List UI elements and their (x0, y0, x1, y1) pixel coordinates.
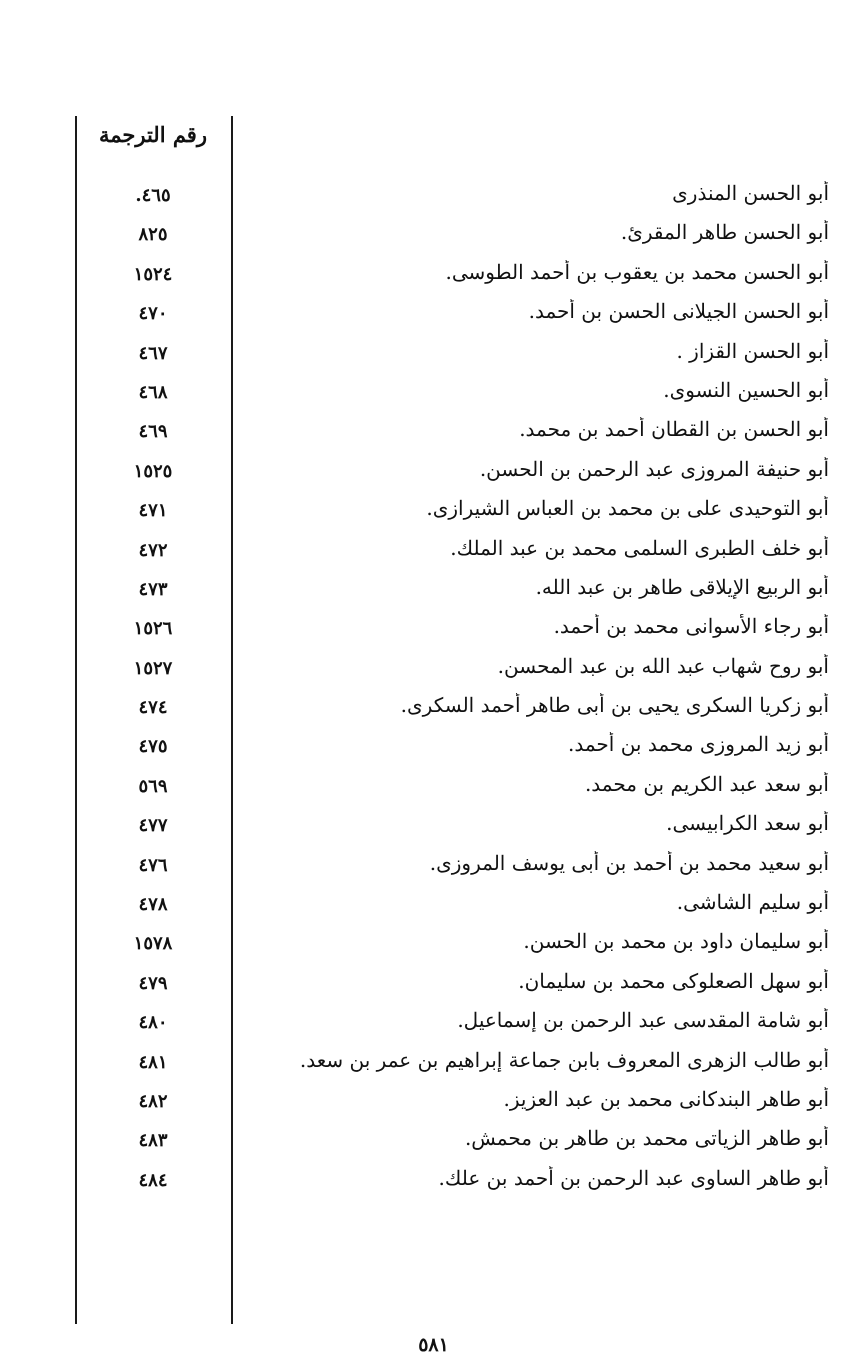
entry-number: ٤٧٣ (138, 578, 168, 600)
entry-number: ٤٧١ (138, 500, 168, 522)
index-row (0, 811, 867, 850)
entry-number: ١٥٢٤ (133, 263, 173, 285)
index-row (0, 929, 867, 968)
index-row (0, 260, 867, 299)
entry-name: أبو الحسن طاهر المقرئ. (620, 220, 829, 245)
index-row (0, 417, 867, 456)
index-row (0, 575, 867, 614)
entry-number: ٤٧٤ (138, 697, 168, 719)
entry-name: أبو طاهر الزياتى محمد بن طاهر بن محمش. (464, 1126, 829, 1151)
index-row (0, 339, 867, 378)
entry-number: ٥٦٩ (138, 775, 168, 797)
index-row (0, 378, 867, 417)
index-row (0, 693, 867, 732)
entry-name: أبو حنيفة المروزى عبد الرحمن بن الحسن. (479, 456, 829, 481)
entry-number: ١٥٢٦ (133, 618, 173, 640)
entry-number: ٤٦٧ (138, 342, 168, 364)
entry-number: ٤٧٢ (138, 539, 168, 561)
entry-number: ٤٨٢ (138, 1090, 168, 1112)
entry-name: أبو سعد الكرابيسى. (666, 811, 829, 836)
entry-name: أبو طاهر البندكانى محمد بن عبد العزيز. (503, 1086, 829, 1111)
entry-name: أبو الحسن بن القطان أحمد بن محمد. (519, 417, 829, 442)
entry-number: ٤٧٠ (138, 303, 168, 325)
entry-number: ٤٦٥. (135, 185, 171, 206)
entry-number: ٤٦٨ (138, 381, 168, 403)
entry-name: أبو سعد عبد الكريم بن محمد. (584, 771, 829, 796)
entry-number: ٤٨٤ (138, 1169, 168, 1191)
entry-name: أبو الحسن القزاز . (676, 338, 829, 363)
index-row (0, 457, 867, 496)
entry-number: ٤٧٥ (138, 736, 168, 758)
entry-name: أبو رجاء الأسوانى محمد بن أحمد. (553, 614, 829, 639)
index-row (0, 1126, 867, 1165)
entry-name: أبو زيد المروزى محمد بن أحمد. (568, 732, 829, 757)
index-row (0, 732, 867, 771)
entry-name: أبو الحسن الجيلانى الحسن بن أحمد. (528, 299, 829, 324)
entry-number: ٤٨٣ (138, 1130, 168, 1152)
index-row (0, 299, 867, 338)
entry-number: ٤٦٩ (138, 421, 168, 443)
entry-number: ١٥٧٨ (133, 933, 173, 955)
entry-name: أبو خلف الطبرى السلمى محمد بن عبد الملك. (450, 535, 829, 560)
index-row (0, 181, 867, 220)
index-row (0, 536, 867, 575)
index-row (0, 1087, 867, 1126)
entry-number: ١٥٢٥ (133, 460, 173, 482)
entry-number: ١٥٢٧ (133, 657, 173, 679)
entry-number: ٤٧٧ (138, 815, 168, 837)
index-row (0, 220, 867, 259)
entry-number: ٤٧٩ (138, 972, 168, 994)
index-row (0, 890, 867, 929)
index-entries (0, 181, 867, 1205)
entry-name: أبو سليم الشاشى. (676, 890, 829, 915)
index-row (0, 851, 867, 890)
index-row (0, 1048, 867, 1087)
page-number: ٥٨١ (418, 1334, 449, 1356)
index-row (0, 614, 867, 653)
index-row (0, 1008, 867, 1047)
index-row (0, 496, 867, 535)
entry-name: أبو التوحيدى على بن محمد بن العباس الشيرازى. (426, 496, 829, 521)
entry-name: أبو طاهر الساوى عبد الرحمن بن أحمد بن علك. (438, 1165, 829, 1190)
index-row (0, 969, 867, 1008)
entry-number: ٤٧٨ (138, 894, 168, 916)
entry-name: أبو طالب الزهرى المعروف بابن جماعة إبراهيم بن عمر بن سعد. (299, 1047, 829, 1072)
entry-name: أبو سليمان داود بن محمد بن الحسن. (523, 929, 829, 954)
entry-name: أبو الحسن المنذرى (672, 181, 829, 205)
index-row (0, 654, 867, 693)
entry-name: أبو الحسين النسوى. (663, 377, 829, 402)
entry-name: أبو الحسن محمد بن يعقوب بن أحمد الطوسى. (445, 259, 829, 284)
index-row (0, 772, 867, 811)
column-header: رقم الترجمة (98, 122, 207, 147)
index-row (0, 1166, 867, 1205)
entry-name: أبو سعيد محمد بن أحمد بن أبى يوسف المروزى. (429, 850, 829, 875)
entry-name: أبو زكريا السكرى يحيى بن أبى طاهر أحمد السكرى. (400, 693, 829, 718)
entry-number: ٤٨١ (138, 1051, 168, 1073)
entry-name: أبو سهل الصعلوكى محمد بن سليمان. (518, 968, 829, 993)
entry-number: ٤٧٦ (138, 854, 168, 876)
entry-name: أبو الربيع الإيلاقى طاهر بن عبد الله. (535, 574, 829, 599)
entry-number: ٨٢٥ (138, 224, 168, 246)
entry-name: أبو روح شهاب عبد الله بن عبد المحسن. (497, 653, 829, 678)
entry-name: أبو شامة المقدسى عبد الرحمن بن إسماعيل. (457, 1008, 829, 1033)
entry-number: ٤٨٠ (138, 1012, 168, 1034)
